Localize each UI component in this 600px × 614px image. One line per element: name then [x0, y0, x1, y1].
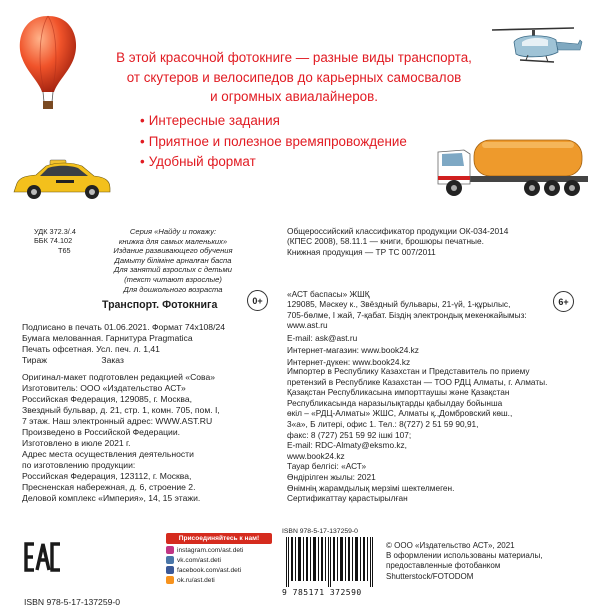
importer-info [287, 366, 592, 504]
instagram-icon [166, 546, 174, 554]
maker-line: Российская Федерация, 129085, г. Москва, [22, 394, 193, 404]
maker-line: 7 этаж. Наш электронный адрес: WWW.AST.RU [22, 416, 213, 426]
importer-line: Тауар белгісі: «АСТ» [287, 461, 367, 472]
print-run-row [22, 355, 272, 366]
kz-line: E-mail: ask@ast.ru [287, 332, 358, 343]
social-header: Присоединяйтесь к нам! [166, 533, 272, 544]
importer-line: Өндірілген жылы: 2021 [287, 471, 376, 482]
maker-line: Изготовлено в июле 2021 г. [22, 438, 131, 448]
maker-line: Пресненская набережная, д. 6, строение 2. [22, 482, 196, 492]
okp-line: (КПЕС 2008), 58.11.1 — книги, брошюры печатные. [287, 236, 484, 247]
kz-line: 705-бөлме, I жай, 7-қабат. Біздің электрондық мекенжайымыз: [287, 309, 527, 320]
book-title: Транспорт. Фотокнига [102, 299, 218, 311]
social-links [166, 533, 272, 584]
maker-line: Деловой комплекс «Империя», 14, 15 этажи. [22, 493, 201, 503]
print-info [22, 322, 272, 366]
series-line: книжка для самых маленьких» [118, 236, 228, 246]
kz-line: 129085, Мәскеу к., Звёздный бульвары, 21-үй, 1-құрылыс, [287, 299, 511, 310]
maker-line: Произведено в Российской Федерации. [22, 427, 181, 437]
tirazh-label: Тираж [22, 355, 47, 365]
importer-line: E-mail: RDC-Almaty@eksmo.kz, [287, 440, 407, 451]
maker-line: Российская Федерация, 123112, г. Москва, [22, 471, 192, 481]
importer-line: Сертификаттау қарастырылған [287, 493, 408, 504]
manufacturer-info [22, 372, 272, 504]
social-link-text: ok.ru/ast.deti [177, 576, 215, 584]
social-link-instagram[interactable] [166, 546, 272, 554]
okp-classifier [287, 226, 587, 257]
series-info [88, 227, 258, 294]
copyright-line: © ООО «Издательство АСТ», 2021 [386, 541, 515, 550]
promo-text [94, 48, 494, 107]
udk-code: УДК 372.3/.4 [34, 227, 76, 236]
kz-line: Интернет-магазин: www.book24.kz [287, 345, 419, 356]
series-line: Для дошкольного возраста [123, 284, 223, 294]
series-line: Дамыту біліміне арналған баспа [114, 255, 232, 265]
importer-line: Қазақстан Республикасына импорттаушы және Қазақстан [287, 387, 510, 398]
importer-line: Импортер в Республику Казахстан и Представитель по приему [287, 366, 530, 376]
print-line: Подписано в печать 01.06.2021. Формат 74x108/24 [22, 322, 226, 332]
importer-line: өкіл – «РДЦ-Алматы» ЖШС, Алматы қ.,Домбровский көш., [287, 408, 513, 419]
eac-mark [24, 540, 62, 574]
barcode-graphic [282, 537, 378, 587]
isbn-barcode-block [282, 528, 378, 597]
promo-line-1: В этой красочной фотокниге — разные виды транспорта, [116, 50, 472, 65]
zakaz-label: Заказ [101, 355, 124, 365]
importer-line: Өнімнің жарамдылық мерзімі шектелмеген. [287, 482, 455, 493]
importer-line: претензий в Республике Казахстан — ТОО РДЦ Алматы, г. Алматы. [287, 376, 548, 387]
hot-air-balloon-image [12, 12, 84, 116]
importer-line: факс: 8 (727) 251 59 92 ішкі 107; [287, 429, 412, 440]
social-link-facebook[interactable] [166, 566, 272, 574]
tanker-truck-image [434, 130, 592, 204]
isbn-bottom: ISBN 978-5-17-137259-0 [24, 597, 121, 607]
kz-line: «АСТ баспасы» ЖШҚ [287, 289, 370, 299]
maker-line: по изготовлению продукции: [22, 460, 136, 470]
bullet-item: • Удобный формат [140, 152, 407, 173]
copyright-line: Shutterstock/FOTODOM [386, 571, 474, 581]
age-rating-badge: 6+ [553, 291, 574, 312]
classification-codes [34, 227, 76, 255]
importer-line: Республикасында наразылықтарды қабылдау бойынша [287, 397, 503, 408]
social-link-text: facebook.com/ast.deti [177, 566, 242, 574]
maker-line: Адрес места осуществления деятельности [22, 449, 194, 459]
maker-line: Оригинал-макет подготовлен редакцией «Сова» [22, 372, 216, 382]
promo-bullets [140, 111, 407, 173]
kz-publisher-info [287, 289, 547, 368]
series-line: Для занятий взрослых с детьми [114, 265, 232, 275]
print-line: Бумага мелованная. Гарнитура Pragmatica [22, 333, 193, 343]
bbk-code: ББК 74.102 [34, 236, 73, 246]
social-link-ok[interactable] [166, 576, 272, 584]
okp-line: Общероссийский классификатор продукции ОК-034-2014 [287, 226, 509, 236]
vk-icon [166, 556, 174, 564]
eac-logo-icon [24, 540, 62, 574]
copyright-line: В оформлении использованы материалы, [386, 551, 543, 561]
taxi-image [10, 156, 114, 202]
bullet-item: • Интересные задания [140, 111, 407, 132]
okp-line: Книжная продукция — ТР ТС 007/2011 [287, 246, 436, 257]
importer-line: 3«а», Б литері, офис 1. Тел.: 8(727) 2 51 59 90,91, [287, 418, 479, 429]
bullet-item: • Приятное и полезное времяпровождение [140, 132, 407, 153]
importer-line: www.book24.kz [287, 450, 345, 461]
barcode-digits: 9 785171 372590 [282, 588, 362, 597]
ok-icon [166, 576, 174, 584]
facebook-icon [166, 566, 174, 574]
series-line: Серия «Найду и покажу: [129, 227, 217, 236]
social-link-text: instagram.com/ast.deti [177, 546, 244, 554]
kz-line: www.ast.ru [287, 320, 328, 331]
author-code: Т65 [58, 245, 71, 255]
copyright-line: предоставленные фотобанком [386, 561, 501, 571]
promo-line-2: от скутеров и велосипедов до карьерных самосвалов [126, 69, 462, 85]
print-line: Печать офсетная. Усл. печ. л. 1,41 [22, 344, 160, 354]
kz-line: Интернет-дүкен: www.book24.kz [287, 357, 411, 368]
promo-line-3: и огромных авиалайнеров. [210, 89, 378, 104]
barcode-isbn-label: ISBN 978-5-17-137259-0 [282, 528, 358, 535]
series-line: Издание развивающего обучения [113, 246, 233, 256]
age-rating-badge: 0+ [247, 290, 268, 311]
social-link-vk[interactable] [166, 556, 272, 564]
maker-line: Изготовитель: ООО «Издательство АСТ» [22, 383, 186, 393]
series-line: (текст читают взрослые) [124, 274, 222, 284]
social-link-text: vk.com/ast.deti [177, 556, 221, 564]
copyright-info [386, 541, 591, 582]
maker-line: Звездный бульвар, д. 21, стр. 1, комн. 705, пом. I, [22, 405, 220, 415]
